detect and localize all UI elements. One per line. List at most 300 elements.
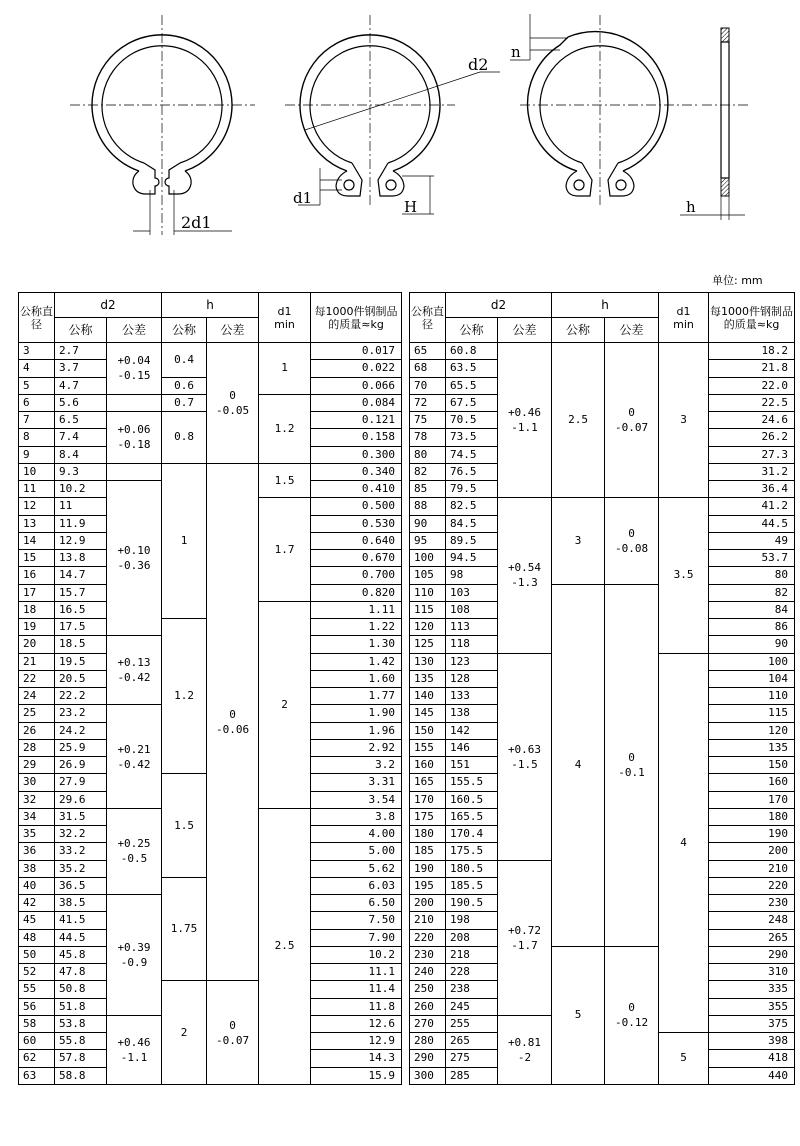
nominal-diameter-cell: 260 [410, 998, 446, 1015]
header-d1-min [659, 293, 709, 343]
nominal-diameter-cell: 300 [410, 1067, 446, 1084]
nominal-diameter-cell: 3 [19, 343, 55, 360]
nominal-diameter-cell: 4 [19, 360, 55, 377]
header-d2: d2 [446, 293, 552, 318]
spec-table-right [409, 292, 795, 1085]
nominal-diameter-cell: 82 [410, 463, 446, 480]
nominal-diameter-cell: 24 [19, 688, 55, 705]
d2-nominal-cell: 73.5 [446, 429, 498, 446]
d2-nominal-cell: 170.4 [446, 826, 498, 843]
h-nominal-cell: 0.6 [162, 377, 207, 394]
nominal-diameter-cell: 90 [410, 515, 446, 532]
header-d1-min [259, 293, 311, 343]
spec-table-left [18, 292, 402, 1085]
nominal-diameter-cell: 26 [19, 722, 55, 739]
mass-cell: 0.820 [311, 584, 402, 601]
mass-cell: 11.4 [311, 981, 402, 998]
d2-nominal-cell: 16.5 [55, 601, 107, 618]
d2-nominal-cell: 20.5 [55, 670, 107, 687]
nominal-diameter-cell: 52 [19, 964, 55, 981]
nominal-diameter-cell: 88 [410, 498, 446, 515]
header-nominal-diameter: 公称直径 [19, 293, 55, 343]
nominal-diameter-cell: 75 [410, 412, 446, 429]
mass-cell: 0.670 [311, 550, 402, 567]
d2-nominal-cell: 50.8 [55, 981, 107, 998]
mass-cell: 31.2 [709, 463, 795, 480]
mass-cell: 0.300 [311, 446, 402, 463]
mass-cell: 115 [709, 705, 795, 722]
nominal-diameter-cell: 40 [19, 877, 55, 894]
d2-nominal-cell: 285 [446, 1067, 498, 1084]
mass-cell: 6.50 [311, 895, 402, 912]
d2-nominal-cell: 155.5 [446, 774, 498, 791]
d2-nominal-cell: 113 [446, 619, 498, 636]
circlip-front-view-3 [510, 14, 700, 205]
d2-nominal-cell: 175.5 [446, 843, 498, 860]
d2-nominal-cell: 82.5 [446, 498, 498, 515]
d2-tolerance-cell: +0.46 -1.1 [498, 343, 552, 498]
header-h: h [552, 293, 659, 318]
nominal-diameter-cell: 155 [410, 739, 446, 756]
nominal-diameter-cell: 165 [410, 774, 446, 791]
nominal-diameter-cell: 16 [19, 567, 55, 584]
nominal-diameter-cell: 32 [19, 791, 55, 808]
nominal-diameter-cell: 15 [19, 550, 55, 567]
d2-nominal-cell: 6.5 [55, 412, 107, 429]
mass-cell: 418 [709, 1050, 795, 1067]
d2-nominal-cell: 265 [446, 1033, 498, 1050]
mass-cell: 4.00 [311, 826, 402, 843]
header-h-tolerance: 公差 [207, 318, 259, 343]
mass-cell: 86 [709, 619, 795, 636]
nominal-diameter-cell: 42 [19, 895, 55, 912]
mass-cell: 41.2 [709, 498, 795, 515]
mass-cell: 22.5 [709, 394, 795, 411]
d2-nominal-cell: 165.5 [446, 808, 498, 825]
mass-cell: 11.8 [311, 998, 402, 1015]
d2-nominal-cell: 94.5 [446, 550, 498, 567]
header-d2-tolerance: 公差 [498, 318, 552, 343]
header-d2-tolerance: 公差 [107, 318, 162, 343]
d2-nominal-cell: 79.5 [446, 481, 498, 498]
d2-nominal-cell: 18.5 [55, 636, 107, 653]
d1-min-cell: 1.2 [259, 394, 311, 463]
d2-nominal-cell: 22.2 [55, 688, 107, 705]
table-row [19, 981, 402, 998]
mass-cell: 310 [709, 964, 795, 981]
mass-cell: 190 [709, 826, 795, 843]
d2-nominal-cell: 180.5 [446, 860, 498, 877]
h-nominal-cell: 1.5 [162, 774, 207, 878]
d1-min-cell: 1 [259, 343, 311, 395]
h-tolerance-cell: 0 -0.06 [207, 463, 259, 981]
nominal-diameter-cell: 8 [19, 429, 55, 446]
d2-nominal-cell: 53.8 [55, 1015, 107, 1032]
d2-tolerance-cell: +0.72 -1.7 [498, 860, 552, 1015]
nominal-diameter-cell: 13 [19, 515, 55, 532]
d2-nominal-cell: 2.7 [55, 343, 107, 360]
h-nominal-cell: 1.2 [162, 619, 207, 774]
mass-cell: 0.084 [311, 394, 402, 411]
mass-cell: 0.066 [311, 377, 402, 394]
d2-nominal-cell: 4.7 [55, 377, 107, 394]
mass-cell: 0.158 [311, 429, 402, 446]
h-nominal-cell: 0.8 [162, 412, 207, 464]
d2-nominal-cell: 245 [446, 998, 498, 1015]
mass-cell: 200 [709, 843, 795, 860]
mass-cell: 120 [709, 722, 795, 739]
nominal-diameter-cell: 45 [19, 912, 55, 929]
d2-nominal-cell: 24.2 [55, 722, 107, 739]
table-row [410, 946, 795, 963]
mass-cell: 0.500 [311, 498, 402, 515]
nominal-diameter-cell: 36 [19, 843, 55, 860]
d2-nominal-cell: 190.5 [446, 895, 498, 912]
d2-nominal-cell: 11.9 [55, 515, 107, 532]
d1-min-cell: 2 [259, 601, 311, 808]
header-mass-per-1000: 每1000件钢制品的质量≈kg [709, 293, 795, 343]
mass-cell: 18.2 [709, 343, 795, 360]
nominal-diameter-cell: 120 [410, 619, 446, 636]
nominal-diameter-cell: 100 [410, 550, 446, 567]
mass-cell: 0.530 [311, 515, 402, 532]
d2-nominal-cell: 123 [446, 653, 498, 670]
mass-cell: 160 [709, 774, 795, 791]
nominal-diameter-cell: 105 [410, 567, 446, 584]
d2-nominal-cell: 36.5 [55, 877, 107, 894]
mass-cell: 10.2 [311, 946, 402, 963]
d2-nominal-cell: 238 [446, 981, 498, 998]
table-row [410, 343, 795, 360]
nominal-diameter-cell: 130 [410, 653, 446, 670]
mass-cell: 12.9 [311, 1033, 402, 1050]
mass-cell: 265 [709, 929, 795, 946]
nominal-diameter-cell: 145 [410, 705, 446, 722]
circlip-front-view-2 [285, 15, 500, 214]
mass-cell: 1.60 [311, 670, 402, 687]
mass-cell: 0.121 [311, 412, 402, 429]
mass-cell: 24.6 [709, 412, 795, 429]
d2-nominal-cell: 58.8 [55, 1067, 107, 1084]
nominal-diameter-cell: 28 [19, 739, 55, 756]
nominal-diameter-cell: 160 [410, 757, 446, 774]
d2-tolerance-cell: +0.81 -2 [498, 1015, 552, 1084]
mass-cell: 21.8 [709, 360, 795, 377]
d2-nominal-cell: 19.5 [55, 653, 107, 670]
d1-min-cell: 3 [659, 343, 709, 498]
header-d1: d1 [277, 304, 292, 318]
d1-min-cell: 1.5 [259, 463, 311, 498]
nominal-diameter-cell: 110 [410, 584, 446, 601]
mass-cell: 100 [709, 653, 795, 670]
nominal-diameter-cell: 135 [410, 670, 446, 687]
d1-min-cell: 3.5 [659, 498, 709, 653]
d2-nominal-cell: 11 [55, 498, 107, 515]
mass-cell: 53.7 [709, 550, 795, 567]
nominal-diameter-cell: 220 [410, 929, 446, 946]
mass-cell: 49 [709, 532, 795, 549]
nominal-diameter-cell: 95 [410, 532, 446, 549]
nominal-diameter-cell: 20 [19, 636, 55, 653]
d2-tolerance-cell: +0.13 -0.42 [107, 636, 162, 705]
d2-nominal-cell: 9.3 [55, 463, 107, 480]
d2-nominal-cell: 142 [446, 722, 498, 739]
mass-cell: 26.2 [709, 429, 795, 446]
d2-nominal-cell: 32.2 [55, 826, 107, 843]
d2-tolerance-cell: +0.04 -0.15 [107, 343, 162, 395]
d2-nominal-cell: 3.7 [55, 360, 107, 377]
d2-nominal-cell: 55.8 [55, 1033, 107, 1050]
mass-cell: 1.90 [311, 705, 402, 722]
mass-cell: 248 [709, 912, 795, 929]
nominal-diameter-cell: 180 [410, 826, 446, 843]
table-row [410, 498, 795, 515]
mass-cell: 180 [709, 808, 795, 825]
header-nominal-diameter: 公称直径 [410, 293, 446, 343]
mass-cell: 0.640 [311, 532, 402, 549]
d2-nominal-cell: 27.9 [55, 774, 107, 791]
h-nominal-cell: 1 [162, 463, 207, 618]
mass-cell: 22.0 [709, 377, 795, 394]
nominal-diameter-cell: 17 [19, 584, 55, 601]
mass-cell: 0.700 [311, 567, 402, 584]
d2-tolerance-cell [107, 463, 162, 480]
nominal-diameter-cell: 58 [19, 1015, 55, 1032]
nominal-diameter-cell: 125 [410, 636, 446, 653]
mass-cell: 220 [709, 877, 795, 894]
nominal-diameter-cell: 195 [410, 877, 446, 894]
d2-nominal-cell: 218 [446, 946, 498, 963]
nominal-diameter-cell: 12 [19, 498, 55, 515]
d2-nominal-cell: 133 [446, 688, 498, 705]
mass-cell: 0.022 [311, 360, 402, 377]
d2-nominal-cell: 7.4 [55, 429, 107, 446]
mass-cell: 230 [709, 895, 795, 912]
d2-nominal-cell: 33.2 [55, 843, 107, 860]
nominal-diameter-cell: 5 [19, 377, 55, 394]
mass-cell: 3.31 [311, 774, 402, 791]
nominal-diameter-cell: 6 [19, 394, 55, 411]
mass-cell: 3.54 [311, 791, 402, 808]
d2-nominal-cell: 146 [446, 739, 498, 756]
nominal-diameter-cell: 22 [19, 670, 55, 687]
d2-nominal-cell: 275 [446, 1050, 498, 1067]
h-nominal-cell: 2 [162, 981, 207, 1085]
d2-nominal-cell: 26.9 [55, 757, 107, 774]
mass-cell: 355 [709, 998, 795, 1015]
nominal-diameter-cell: 63 [19, 1067, 55, 1084]
nominal-diameter-cell: 48 [19, 929, 55, 946]
d2-nominal-cell: 76.5 [446, 463, 498, 480]
h-tolerance-cell: 0 -0.08 [605, 498, 659, 584]
h-tolerance-cell: 0 -0.07 [207, 981, 259, 1085]
d2-tolerance-cell: +0.06 -0.18 [107, 412, 162, 464]
d2-tolerance-cell: +0.25 -0.5 [107, 808, 162, 894]
d2-nominal-cell: 10.2 [55, 481, 107, 498]
mass-cell: 90 [709, 636, 795, 653]
mass-cell: 27.3 [709, 446, 795, 463]
unit-label: 单位: mm [712, 274, 763, 287]
nominal-diameter-cell: 9 [19, 446, 55, 463]
d2-nominal-cell: 23.2 [55, 705, 107, 722]
mass-cell: 6.03 [311, 877, 402, 894]
nominal-diameter-cell: 115 [410, 601, 446, 618]
nominal-diameter-cell: 175 [410, 808, 446, 825]
mass-cell: 11.1 [311, 964, 402, 981]
header-h-tolerance: 公差 [605, 318, 659, 343]
mass-cell: 14.3 [311, 1050, 402, 1067]
d2-nominal-cell: 44.5 [55, 929, 107, 946]
d1-min-cell: 5 [659, 1033, 709, 1085]
d1-min-cell: 1.7 [259, 498, 311, 602]
nominal-diameter-cell: 68 [410, 360, 446, 377]
mass-cell: 1.22 [311, 619, 402, 636]
d2-nominal-cell: 228 [446, 964, 498, 981]
nominal-diameter-cell: 18 [19, 601, 55, 618]
nominal-diameter-cell: 230 [410, 946, 446, 963]
d2-nominal-cell: 63.5 [446, 360, 498, 377]
label-H: H [404, 198, 418, 216]
d2-nominal-cell: 185.5 [446, 877, 498, 894]
d2-nominal-cell: 29.6 [55, 791, 107, 808]
mass-cell: 1.11 [311, 601, 402, 618]
circlip-front-view-1 [70, 15, 255, 235]
nominal-diameter-cell: 50 [19, 946, 55, 963]
d2-nominal-cell: 128 [446, 670, 498, 687]
h-tolerance-cell: 0 -0.12 [605, 946, 659, 1084]
d2-nominal-cell: 57.8 [55, 1050, 107, 1067]
d2-nominal-cell: 60.8 [446, 343, 498, 360]
mass-cell: 0.410 [311, 481, 402, 498]
header-d2-nominal: 公称 [446, 318, 498, 343]
technical-drawings [0, 0, 800, 270]
d2-nominal-cell: 118 [446, 636, 498, 653]
mass-cell: 2.92 [311, 739, 402, 756]
table-row [19, 343, 402, 360]
table-row [19, 463, 402, 480]
d2-nominal-cell: 41.5 [55, 912, 107, 929]
nominal-diameter-cell: 19 [19, 619, 55, 636]
d2-nominal-cell: 5.6 [55, 394, 107, 411]
h-nominal-cell: 0.4 [162, 343, 207, 378]
label-d1: d1 [293, 189, 313, 207]
d2-tolerance-cell: +0.46 -1.1 [107, 1015, 162, 1084]
d2-nominal-cell: 25.9 [55, 739, 107, 756]
d2-nominal-cell: 98 [446, 567, 498, 584]
d2-nominal-cell: 138 [446, 705, 498, 722]
nominal-diameter-cell: 14 [19, 532, 55, 549]
mass-cell: 398 [709, 1033, 795, 1050]
d2-nominal-cell: 12.9 [55, 532, 107, 549]
d2-nominal-cell: 14.7 [55, 567, 107, 584]
nominal-diameter-cell: 29 [19, 757, 55, 774]
nominal-diameter-cell: 7 [19, 412, 55, 429]
d2-nominal-cell: 103 [446, 584, 498, 601]
mass-cell: 290 [709, 946, 795, 963]
mass-cell: 12.6 [311, 1015, 402, 1032]
d2-nominal-cell: 84.5 [446, 515, 498, 532]
mass-cell: 5.00 [311, 843, 402, 860]
d2-nominal-cell: 51.8 [55, 998, 107, 1015]
mass-cell: 7.90 [311, 929, 402, 946]
nominal-diameter-cell: 240 [410, 964, 446, 981]
mass-cell: 135 [709, 739, 795, 756]
d2-nominal-cell: 255 [446, 1015, 498, 1032]
mass-cell: 375 [709, 1015, 795, 1032]
mass-cell: 335 [709, 981, 795, 998]
mass-cell: 110 [709, 688, 795, 705]
mass-cell: 1.77 [311, 688, 402, 705]
d2-nominal-cell: 67.5 [446, 394, 498, 411]
d2-tolerance-cell: +0.39 -0.9 [107, 895, 162, 1016]
d2-nominal-cell: 108 [446, 601, 498, 618]
nominal-diameter-cell: 280 [410, 1033, 446, 1050]
d2-tolerance-cell: +0.63 -1.5 [498, 653, 552, 860]
mass-cell: 5.62 [311, 860, 402, 877]
d2-nominal-cell: 15.7 [55, 584, 107, 601]
header-min: min [274, 317, 295, 331]
nominal-diameter-cell: 85 [410, 481, 446, 498]
h-nominal-cell: 3 [552, 498, 605, 584]
mass-cell: 1.96 [311, 722, 402, 739]
header-h-nominal: 公称 [552, 318, 605, 343]
nominal-diameter-cell: 21 [19, 653, 55, 670]
mass-cell: 15.9 [311, 1067, 402, 1084]
nominal-diameter-cell: 38 [19, 860, 55, 877]
h-nominal-cell: 1.75 [162, 877, 207, 981]
nominal-diameter-cell: 25 [19, 705, 55, 722]
nominal-diameter-cell: 35 [19, 826, 55, 843]
d2-nominal-cell: 45.8 [55, 946, 107, 963]
mass-cell: 0.340 [311, 463, 402, 480]
mass-cell: 1.30 [311, 636, 402, 653]
mass-cell: 0.017 [311, 343, 402, 360]
d2-nominal-cell: 65.5 [446, 377, 498, 394]
d2-nominal-cell: 70.5 [446, 412, 498, 429]
nominal-diameter-cell: 55 [19, 981, 55, 998]
d2-nominal-cell: 35.2 [55, 860, 107, 877]
d1-min-cell: 2.5 [259, 808, 311, 1084]
d2-nominal-cell: 47.8 [55, 964, 107, 981]
d2-nominal-cell: 160.5 [446, 791, 498, 808]
mass-cell: 7.50 [311, 912, 402, 929]
mass-cell: 3.8 [311, 808, 402, 825]
nominal-diameter-cell: 250 [410, 981, 446, 998]
mass-cell: 150 [709, 757, 795, 774]
header-d1: d1 [676, 304, 691, 318]
d2-tolerance-cell: +0.54 -1.3 [498, 498, 552, 653]
label-h: h [686, 198, 696, 216]
d2-nominal-cell: 198 [446, 912, 498, 929]
nominal-diameter-cell: 190 [410, 860, 446, 877]
header-d2: d2 [55, 293, 162, 318]
nominal-diameter-cell: 78 [410, 429, 446, 446]
mass-cell: 1.42 [311, 653, 402, 670]
label-d2: d2 [468, 55, 489, 74]
header-h-nominal: 公称 [162, 318, 207, 343]
nominal-diameter-cell: 140 [410, 688, 446, 705]
table-row [410, 584, 795, 601]
h-tolerance-cell: 0 -0.07 [605, 343, 659, 498]
header-min: min [673, 317, 694, 331]
h-nominal-cell: 5 [552, 946, 605, 1084]
mass-cell: 82 [709, 584, 795, 601]
nominal-diameter-cell: 56 [19, 998, 55, 1015]
label-2d1: 2d1 [181, 213, 212, 232]
mass-cell: 84 [709, 601, 795, 618]
header-h: h [162, 293, 259, 318]
d2-nominal-cell: 8.4 [55, 446, 107, 463]
